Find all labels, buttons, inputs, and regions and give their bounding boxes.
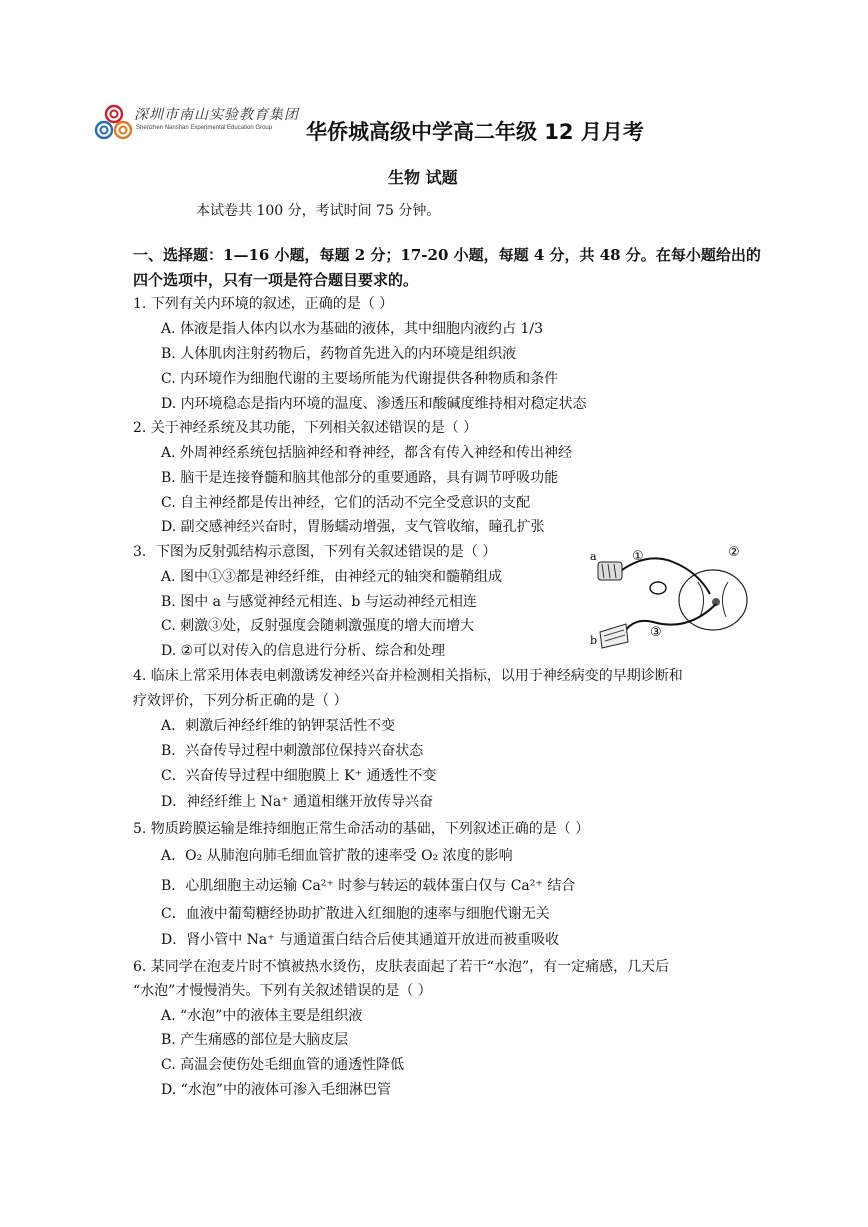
label-a: a [590,550,597,563]
question-5-option-a: A．O₂ 从肺泡向肺毛细血管扩散的速率受 O₂ 浓度的影响 [161,848,513,864]
question-1-stem: 1. 下列有关内环境的叙述，正确的是（ ） [133,296,394,312]
question-3-stem: 3．下图为反射弧结构示意图，下列有关叙述错误的是（ ） [133,544,497,560]
reflex-arc-diagram [588,542,748,652]
question-2-option-c: C. 自主神经都是传出神经，它们的活动不完全受意识的支配 [161,495,531,511]
question-3-option-b: B. 图中 a 与感觉神经元相连、b 与运动神经元相连 [161,594,477,610]
subject-title: 生物 试题 [388,168,458,187]
question-3-option-d: D. ②可以对传入的信息进行分析、综合和处理 [161,643,446,659]
question-2-option-d: D. 副交感神经兴奋时，胃肠蠕动增强，支气管收缩，瞳孔扩张 [161,519,545,535]
question-2-option-b: B. 脑干是连接脊髓和脑其他部分的重要通路，具有调节呼吸功能 [161,470,559,486]
question-4-option-c: C．兴奋传导过程中细胞膜上 K⁺ 通透性不变 [161,768,437,784]
logo-text-en: Shenzhen Nanshan Experimental Education Group [136,125,273,131]
question-5-option-d: D．肾小管中 Na⁺ 与通道蛋白结合后使其通道开放进而被重吸收 [161,932,560,948]
question-6-option-a: A. “水泡”中的液体主要是组织液 [161,1008,363,1024]
question-6-stem-line2: “水泡”才慢慢消失。下列有关叙述错误的是（ ） [133,983,432,999]
exam-title: 华侨城高级中学高二年级 12 月月考 [306,120,644,144]
question-4-stem-line2: 疗效评价，下列分析正确的是（ ） [133,693,348,709]
section-heading-line1: 一、选择题：1—16 小题，每题 2 分；17-20 小题，每题 4 分，共 48 分。在每小题给出的 [133,246,761,264]
spiral-logo-icon [94,100,134,144]
question-6-option-c: C. 高温会使伤处毛细血管的通透性降低 [161,1057,405,1073]
logo-text-cn: 深圳市南山实验教育集团 [134,107,299,123]
question-5-option-b: B．心肌细胞主动运输 Ca²⁺ 时参与转运的载体蛋白仅与 Ca²⁺ 结合 [161,878,576,894]
question-4-option-d: D．神经纤维上 Na⁺ 通道相继开放传导兴奋 [161,794,434,810]
question-6-option-b: B. 产生痛感的部位是大脑皮层 [161,1032,349,1048]
exam-info: 本试卷共 100 分，考试时间 75 分钟。 [196,203,441,219]
question-6-stem-line1: 6. 某同学在泡麦片时不慎被热水烫伤，皮肤表面起了若干“水泡”，有一定痛感，几天后 [133,959,670,975]
school-logo [94,100,299,144]
question-4-option-b: B．兴奋传导过程中刺激部位保持兴奋状态 [161,743,424,759]
label-3: ③ [650,625,662,640]
question-3-option-c: C. 刺激③处，反射强度会随刺激强度的增大而增大 [161,618,475,634]
question-4-stem-line1: 4. 临床上常采用体表电刺激诱发神经兴奋并检测相关指标，以用于神经病变的早期诊断和 [133,668,683,684]
label-1: ① [632,549,644,564]
question-4-option-a: A．刺激后神经纤维的钠钾泵活性不变 [161,718,396,734]
question-1-option-b: B. 人体肌肉注射药物后，药物首先进入的内环境是组织液 [161,346,517,362]
question-3-option-a: A. 图中①③都是神经纤维，由神经元的轴突和髓鞘组成 [161,569,503,585]
question-1-option-d: D. 内环境稳态是指内环境的温度、渗透压和酸碱度维持相对稳定状态 [161,396,587,412]
question-1-option-a: A. 体液是指人体内以水为基础的液体，其中细胞内液约占 1/3 [161,321,543,337]
question-1-option-c: C. 内环境作为细胞代谢的主要场所能为代谢提供各种物质和条件 [161,371,559,387]
reflex-arc-figure [588,542,748,652]
question-2-stem: 2. 关于神经系统及其功能，下列相关叙述错误的是（ ） [133,420,478,436]
question-5-stem: 5. 物质跨膜运输是维持细胞正常生命活动的基础，下列叙述正确的是（ ） [133,821,590,837]
question-5-option-c: C．血液中葡萄糖经协助扩散进入红细胞的速率与细胞代谢无关 [161,906,550,922]
label-2: ② [728,545,740,560]
section-heading-line2: 四个选项中，只有一项是符合题目要求的。 [133,271,419,289]
question-2-option-a: A. 外周神经系统包括脑神经和脊神经，都含有传入神经和传出神经 [161,445,573,461]
label-b: b [590,634,598,647]
ganglion-shape [650,582,666,594]
question-6-option-d: D. “水泡”中的液体可渗入毛细淋巴管 [161,1082,391,1098]
